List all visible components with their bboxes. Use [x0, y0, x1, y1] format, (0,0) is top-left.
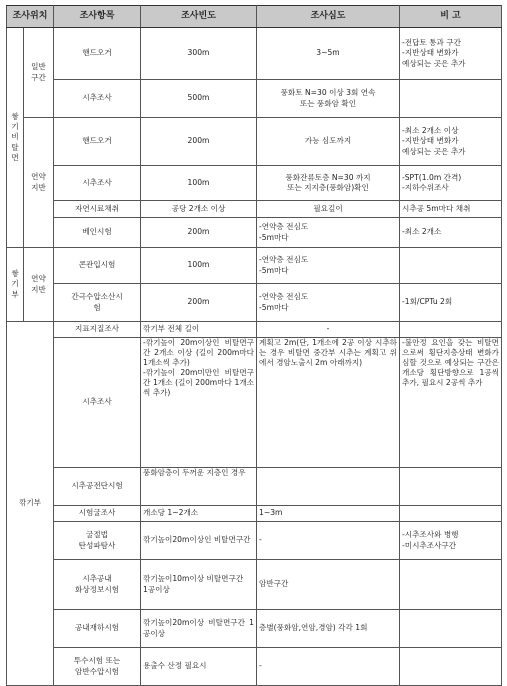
item-cell: 공내재하시험	[54, 610, 141, 648]
item-cell: 시추조사	[54, 80, 141, 118]
note-cell	[400, 322, 502, 338]
table-row	[7, 338, 502, 468]
note-cell: -전답토 통과 구간 -지반상태 변화가 예상되는 곳은 추가	[400, 28, 502, 80]
depth-cell: 필요깊이	[257, 201, 400, 218]
item-cell: 시험굴조사	[54, 506, 141, 522]
note-cell: -SPT(1.0m 간격) -지하수위조사	[400, 166, 502, 201]
table-row	[7, 218, 502, 248]
depth-cell: 풍화토 N=30 이상 3회 연속 또는 풍화암 확인	[257, 80, 400, 118]
item-cell: 핸드오거	[54, 118, 141, 166]
depth-cell: 3~5m	[257, 28, 400, 80]
note-cell: -최소 2개소 이상 -지반상태 변화가 예상되는 곳은 추가	[400, 118, 502, 166]
header-item: 조사항목	[54, 6, 141, 28]
item-cell: 자연시료채취	[54, 201, 141, 218]
depth-cell: -연약층 전심도 -5m마다	[257, 284, 400, 322]
group-cut-slope: 깎기부	[7, 322, 54, 686]
item-cell: 지표지질조사	[54, 322, 141, 338]
frequency-cell: 공당 2개소 이상	[141, 201, 257, 218]
note-cell	[400, 648, 502, 686]
note-cell	[400, 468, 502, 506]
item-cell: 시추조사	[54, 166, 141, 201]
frequency-cell: 깎기높이20m이상인 비탈면구간	[141, 522, 257, 560]
frequency-cell: 용출수 산정 필요시	[141, 648, 257, 686]
depth-cell: 암반구간	[257, 560, 400, 610]
note-cell: -시추조사와 병행 -미시추조사구간	[400, 522, 502, 560]
table-row	[7, 506, 502, 522]
depth-cell: -	[257, 522, 400, 560]
frequency-cell: 200m	[141, 118, 257, 166]
item-cell: 투수시험 또는 암반수압시험	[54, 648, 141, 686]
table-row	[7, 166, 502, 201]
depth-cell: 1~3m	[257, 506, 400, 522]
note-cell	[400, 610, 502, 648]
depth-cell	[257, 468, 400, 506]
header-location: 조사위치	[7, 6, 54, 28]
frequency-cell: 100m	[141, 166, 257, 201]
table-row	[7, 80, 502, 118]
depth-cell: 계획고 2m(단, 1개소에 2공 이상 시추하는 경우 비탈면 중간부 시추는 계획고 위에서 경암노출시 2m 아래까지)	[257, 338, 400, 468]
note-cell	[400, 80, 502, 118]
item-cell: 콘관입시험	[54, 248, 141, 284]
note-cell	[400, 560, 502, 610]
frequency-cell: 500m	[141, 80, 257, 118]
header-depth: 조사심도	[257, 6, 400, 28]
subgroup-soft-ground: 연약 지반	[24, 118, 54, 248]
subgroup-soft-ground-2: 연약 지반	[24, 248, 54, 322]
table-row	[7, 468, 502, 506]
note-cell: -최소 2개소	[400, 218, 502, 248]
survey-table	[6, 5, 502, 686]
depth-cell: 가능 심도까지	[257, 118, 400, 166]
note-cell: -1회/CPTu 2회	[400, 284, 502, 322]
item-cell: 간극수압소산시 험	[54, 284, 141, 322]
item-cell: 굴절법 탄성파탐사	[54, 522, 141, 560]
depth-cell: -	[257, 648, 400, 686]
header-frequency: 조사빈도	[141, 6, 257, 28]
table-row	[7, 560, 502, 610]
note-cell	[400, 506, 502, 522]
frequency-cell: 200m	[141, 218, 257, 248]
header-note: 비 고	[400, 6, 502, 28]
note-cell	[400, 248, 502, 284]
frequency-cell: -깎기높이 20m이상인 비탈면구간 2개소 이상 (길이 200m마다 1개소씩 추가) -깎기높이 20m미만인 비탈면구간 1개소 (길이 200m마다 1개소씩 추가)	[141, 338, 257, 468]
table-row	[7, 322, 502, 338]
frequency-cell: 깎기부 전체 길이	[141, 322, 257, 338]
frequency-cell: 300m	[141, 28, 257, 80]
group-fill-slope: 쌓기 비탈 면	[7, 28, 24, 248]
frequency-cell: 깎기높이10m이상 비탈면구간 1공이상	[141, 560, 257, 610]
note-cell: 시추공 5m마다 채취	[400, 201, 502, 218]
table-row	[7, 248, 502, 284]
frequency-cell: 100m	[141, 248, 257, 284]
depth-cell: -연약층 전심도 -5m마다	[257, 218, 400, 248]
table-row	[7, 201, 502, 218]
table-row	[7, 522, 502, 560]
subgroup-general-section: 일반 구간	[24, 28, 54, 118]
table-row	[7, 284, 502, 322]
frequency-cell: 200m	[141, 284, 257, 322]
depth-cell: -	[257, 322, 400, 338]
table-row	[7, 118, 502, 166]
header-row	[7, 6, 502, 28]
note-cell: -불안정 요인을 갖는 비탈면으로써 횡단지층상태 변화가 심할 것으로 예상되는 구간은 개소당 횡단방향으로 1공씩 추가, 필요시 2공씩 추가	[400, 338, 502, 468]
item-cell: 베인시험	[54, 218, 141, 248]
depth-cell: 풍화잔류토층 N=30 까지 또는 지지층(풍화암)확인	[257, 166, 400, 201]
item-cell: 시추공전단시험	[54, 468, 141, 506]
frequency-cell: 깎기높이20m이상 비탈면구간 1공이상	[141, 610, 257, 648]
item-cell: 핸드오거	[54, 28, 141, 80]
frequency-cell: 개소당 1~2개소	[141, 506, 257, 522]
table-row	[7, 28, 502, 80]
depth-cell: 층별(풍화암,연암,경암) 각각 1회	[257, 610, 400, 648]
group-embankment: 쌓 기 부	[7, 248, 24, 322]
item-cell: 시추조사	[54, 338, 141, 468]
frequency-cell: 풍화암층이 두꺼운 지층인 경우	[141, 468, 257, 506]
table-row	[7, 648, 502, 686]
depth-cell: -연약층 전심도 -5m마다	[257, 248, 400, 284]
item-cell: 시추공내 화상정보시험	[54, 560, 141, 610]
table-row	[7, 610, 502, 648]
